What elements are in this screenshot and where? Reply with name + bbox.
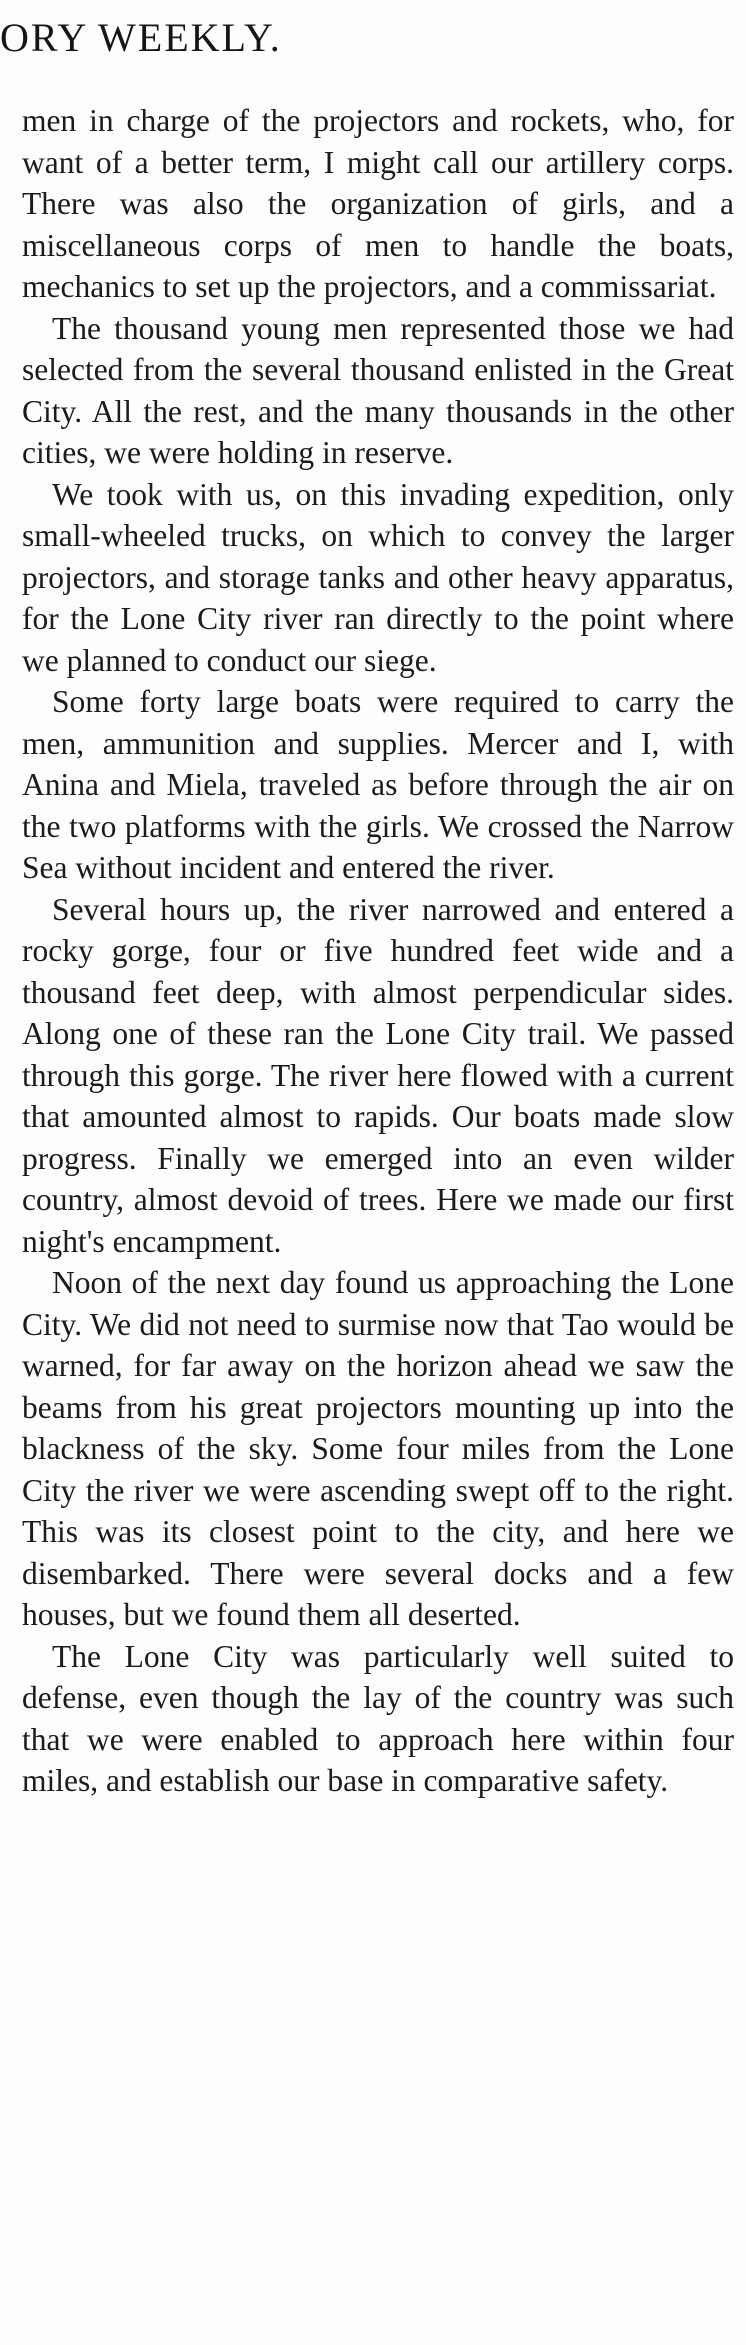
paragraph: The Lone City was particularly well suited to defense, even though the lay of the country was such that we were enabled to approach here within four miles, and establish our base in comparative safety. [22,1638,734,1798]
article-column [22,100,734,1802]
paragraph: We took with us, on this invading expedition, only small-wheeled trucks, on which to convey the larger projectors, and storage tanks and other heavy apparatus, for the Lone City river ran directly to the point where we planned to conduct our siege. [22,476,734,678]
paragraph: Noon of the next day found us approaching the Lone City. We did not need to surmise now that Tao would be warned, for far away on the horizon ahead we saw the beams from his great projectors mounting up into the blackness of the sky. Some four miles from the Lone City the river we were ascending swept off to the right. This was its closest point to the city, and here we disembarked. There were several docks and a few houses, but we found them all deserted. [22,1265,734,1632]
paragraph: men in charge of the projectors and rockets, who, for want of a better term, I might call our artillery corps. There was also the organization of girls, and a miscellaneous corps of men to handle the boats, mechanics to set up the projectors, and a commissariat. [22,103,734,304]
paragraph: Some forty large boats were required to carry the men, ammunition and supplies. Mercer and I, with Anina and Miela, traveled as before through the air on the two platforms with the girls. We crossed the Narrow Sea without incident and entered the river. [22,684,734,885]
running-head-title: ORY WEEKLY. [0,15,282,60]
paragraph: Several hours up, the river narrowed and entered a rocky gorge, four or five hundred feet wide and a thousand feet deep, with almost perpendicular sides. Along one of these ran the Lone City trail. We passed through this gorge. The river here flowed with a current that amounted almost to rapids. Our boats made slow progress. Finally we emerged into an even wilder country, almost devoid of trees. Here we made our first night's encampment. [22,891,734,1259]
paragraph: The thousand young men represented those we had selected from the several thousand enlisted in the Great City. All the rest, and the many thousands in the other cities, we were holding in reserve. [22,310,734,470]
